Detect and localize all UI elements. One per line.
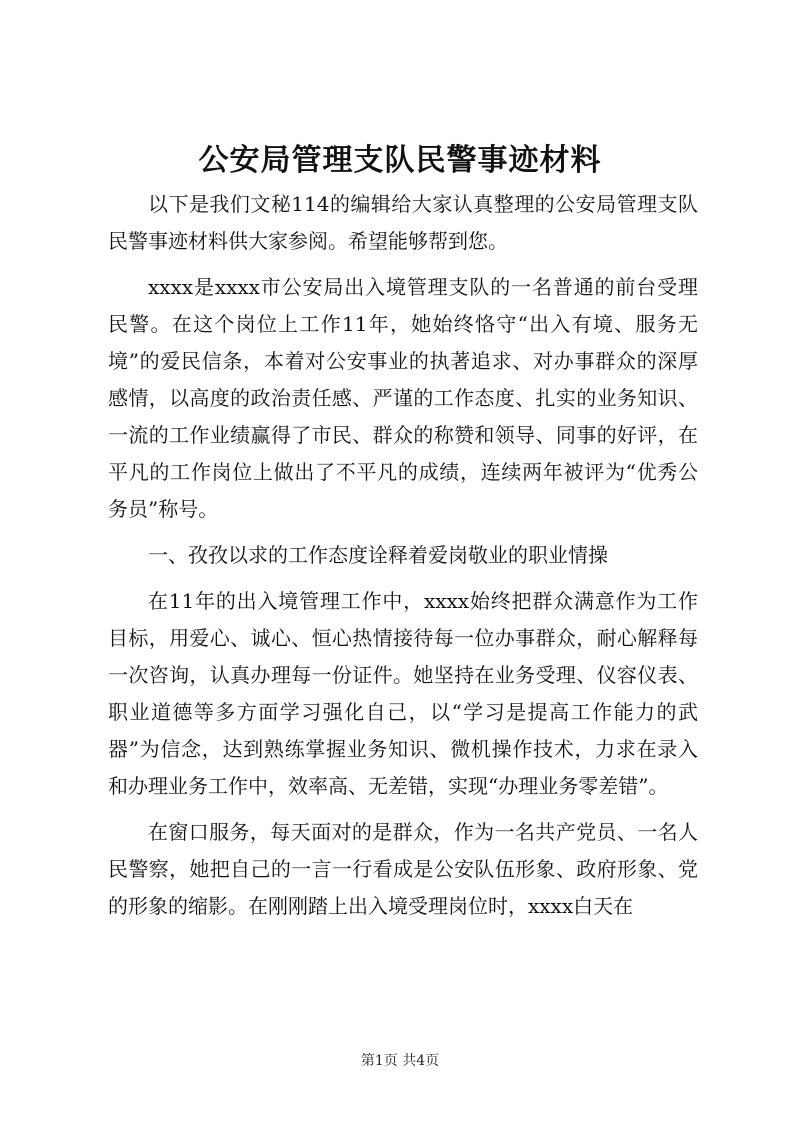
document-title: 公安局管理支队民警事迹材料 bbox=[198, 143, 602, 178]
intro-paragraph: 以下是我们文秘114的编辑给大家认真整理的公安局管理支队民警事迹材料供大家参阅。希望能够帮到您。 bbox=[108, 192, 698, 253]
section-heading: 一、孜孜以求的工作态度诠释着爱岗敬业的职业情操 bbox=[148, 543, 608, 567]
service-paragraph: 在窗口服务，每天面对的是群众，作为一名共产党员、一名人民警察，她把自己的一言一行看成是公安队伍形象、政府形象、党的形象的缩影。在刚刚踏上出入境受理岗位时，xxxx白天在 bbox=[108, 820, 698, 918]
page-footer: 第1页 共4页 bbox=[360, 1053, 440, 1069]
document-body bbox=[108, 186, 698, 925]
work-paragraph: 在11年的出入境管理工作中，xxxx始终把群众满意作为工作目标，用爱心、诚心、恒心热情接待每一位办事群众，耐心解释每一次咨询，认真办理每一份证件。她坚持在业务受理、仪容仪表、职业道德等多方面学习强化自己，以“学习是提高工作能力的武器”为信念，达到熟练掌握业务知识、微机操作技术，力求在录入和办理业务工作中，效率高、无差错，实现“办理业务零差错”。 bbox=[108, 589, 698, 798]
profile-paragraph: xxxx是xxxx市公安局出入境管理支队的一名普通的前台受理民警。在这个岗位上工作11年，她始终恪守“出入有境、服务无境”的爱民信条，本着对公安事业的执著追求、对办事群众的深厚感情，以高度的政治责任感、严谨的工作态度、扎实的业务知识、一流的工作业绩赢得了市民、群众的称赞和领导、同事的好评，在平凡的工作岗位上做出了不平凡的成绩，连续两年被评为“优秀公务员”称号。 bbox=[108, 275, 698, 521]
